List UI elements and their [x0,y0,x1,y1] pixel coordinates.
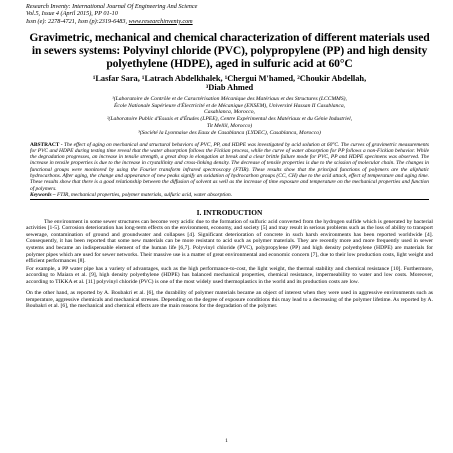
introduction-heading: I. INTRODUCTION [196,208,263,218]
affiliation-line: ¹(Laboratoire de Contrôle et de Caractérisation Mécanique des Matériaux et des Structures (LCCMMS), [112,95,347,102]
affiliation-line: École Nationale Supérieure d'Électricité et de Mécanique (ENSEM), Université Hassan II Casablanca, [113,102,346,109]
keywords [26,192,433,198]
keywords-text: FTIR, mechanical properties, polymer materials, sulfuric acid, water absorption. [55,191,233,198]
journal-issn-text: Issn (e): 2278-4721, Issn (p):2319-6483, [26,17,128,25]
journal-name: Research Inventy: International Journal Of Engineering And Science [26,3,198,10]
journal-url-link[interactable]: www.researchinventy.com [128,17,193,25]
keywords-label: Keywords – [30,191,56,198]
abstract [26,142,433,192]
journal-issn [26,18,433,25]
author-line-1: ¹Lasfar Sara, ¹Latrach Abdelkhalek, ¹Chergui M'hamed, ²Choukir Abdellah, [92,73,367,83]
journal-header [26,3,433,25]
page-number: 1 [225,438,228,444]
introduction-paragraph-2: On the other hand, as reported by A. Boubakri et al. [6], the durability of polymer materials became an object of interest when they were used in aggressive environments such as temperature, aggressive chemicals and mechanical stresses. Depending on the degree of exposure conditions this may lead to a decreasing of the polymer lifetime. As reported by A. Boubakri et al. [6], the mechanical and chemical effects are the main reasons for the degradation of the polymer. [26,290,433,310]
introduction-paragraph-1: The environment in some sewer structures can become very acidic due to the formation of sulfuric acid converted from the hydrogen sulfide which is generated by bacterial activities [1-5]. Corrosion deterioration has long-term effects on the environment, economy, and society [5] and may result in serious problems such as the loss of ability to transport sewerage, contamination of ground and groundwater and collapses [4]. Significant deterioration of concrete in such harsh environments has been reported worldwide [4]. Consequently, it has been reported that some new materials can be more resistant to acid such as polymer materials. They are recently more and more frequently used in sewer systems and became an indispensable element of the human life [6,7]. Polyvinyl chloride (PVC), polypropylene (PP) and high density polyethylene (HDPE) are materials for polymer pipes which are used for sewer networks. Their massive use is a matter of great environmental and economic concern [7], due to their low production costs, light weight and efficient performances [8]. [26,218,433,265]
author-line-2: ³Diab Ahmed [205,83,254,93]
author-list [26,74,433,93]
section-divider [30,199,429,200]
paper-title: Gravimetric, mechanical and chemical characterization of different materials used in sewers systems: Polyvinyl chloride (PVC), polypropylene (PP) and high density polyethylene (HDPE), aged in sulfuric acid at 60°C [29,31,430,70]
affiliations [26,96,433,137]
affiliation-line: ²(Laboratoire Public d'Essais et d'Études (LPEE), Centre Expérimental des Matériaux et du Génie Industriel, [106,116,353,123]
abstract-text: The effect of aging on mechanical and structural behaviors of PVC, PP, and HDPE was investigated by acid solution at 60°C. The curves of gravimetric measurements for PVC and HDPE during testing time reveal that the water absorption follows the Fickian process, while the curve of water absorption for PP follows a non-Fickian behavior. While the degradation progresses, an increase in tensile strength, a great drop in elongation at break and a clear brittle failure mode for PVC, PP and HDPE specimens was observed. The increase in tensile properties is due to the increase in crystallinity and cross-linking density. The decrease of tensile properties is due to the scission of molecular chain. The changes in functional groups were monitored by using the Fourier transform infrared spectroscopy (FTIR). These results show that the principal functions of polymers are the aliphatic hydrocarbons. After aging, the change and appearance of new peaks signify an oxidation of hydrocarbon groups (CC, CH) due to the acid attack, effect of temperature and aging time. These results show that there is a good relationship between the diffusion of solvent as well as the increase of time exposure and temperature on the mechanical properties and function of polymers. [30,141,429,192]
affiliation-line: Casablanca, Morocco, [204,109,255,116]
journal-volume: Vol.5, Issue 4 (April 2015), PP 01-10 [26,10,118,18]
abstract-label: ABSTRACT - [30,141,63,148]
affiliation-line: ³(Société la Lyonnaise des Eaux de Casablanca (LYDEC), Casablanca, Morocco) [138,129,321,136]
affiliation-line: Tit Mellil, Morocco) [206,122,253,129]
introduction-paragraph-1b: For example, a PP water pipe has a variety of advantages, such as the high performance-to-cost, the light weight, the thermal stability and chemical resistance [10]. Furthermore, according to Maiara et al. [9], high density polyethylene (HDPE) has balanced mechanical properties, chemical resistance, impermeability to water and low costs. Moreover, according to TIKKA et al. [11] polyvinyl chloride (PVC) is one of the most widely used thermoplastics in the world and its production costs are low. [26,265,433,285]
